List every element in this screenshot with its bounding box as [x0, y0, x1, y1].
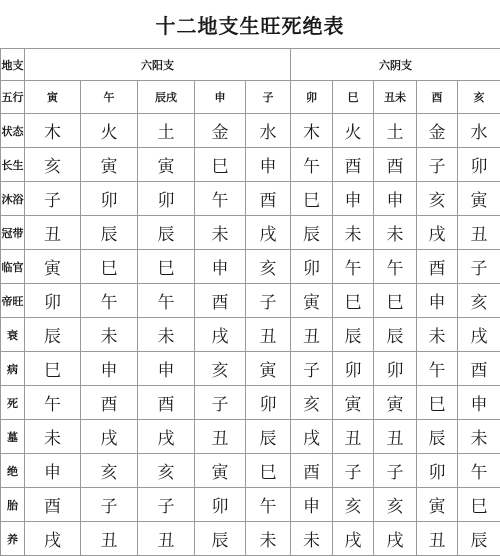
table-cell: 子: [333, 454, 374, 488]
table-cell: 申: [81, 352, 138, 386]
table-cell: 亥: [291, 386, 333, 420]
corner-label-bottom: 五行: [1, 81, 25, 114]
table-cell: 酉: [25, 488, 81, 522]
table-cell: 金: [195, 114, 246, 148]
table-cell: 未: [246, 522, 291, 556]
table-cell: 巳: [138, 250, 195, 284]
table-cell: 酉: [291, 454, 333, 488]
table-cell: 丑: [246, 318, 291, 352]
row-label: 长生: [1, 148, 25, 182]
table-cell: 辰: [291, 216, 333, 250]
row-label: 状态: [1, 114, 25, 148]
table-row: [1, 420, 500, 454]
table-cell: 巳: [25, 352, 81, 386]
table-cell: 午: [81, 284, 138, 318]
table-cell: 丑: [417, 522, 458, 556]
table-cell: 巳: [195, 148, 246, 182]
branch-header: 亥: [458, 81, 500, 114]
table-cell: 戌: [25, 522, 81, 556]
table-cell: 亥: [81, 454, 138, 488]
table-cell: 火: [333, 114, 374, 148]
branch-header: 酉: [417, 81, 458, 114]
table-cell: 卯: [374, 352, 417, 386]
table-cell: 卯: [138, 182, 195, 216]
table-cell: 子: [291, 352, 333, 386]
table-cell: 未: [333, 216, 374, 250]
table-cell: 未: [25, 420, 81, 454]
table-cell: 未: [195, 216, 246, 250]
table-cell: 子: [417, 148, 458, 182]
table-cell: 戌: [138, 420, 195, 454]
table-cell: 卯: [25, 284, 81, 318]
table-cell: 巳: [374, 284, 417, 318]
corner-label-top: 地支: [1, 49, 25, 81]
table-cell: 亥: [25, 148, 81, 182]
group-header-row: [1, 49, 500, 81]
table-cell: 未: [374, 216, 417, 250]
table-cell: 亥: [138, 454, 195, 488]
table-row: [1, 114, 500, 148]
twelve-branches-table: [0, 48, 500, 556]
table-cell: 寅: [25, 250, 81, 284]
table-cell: 土: [138, 114, 195, 148]
table-cell: 丑: [374, 420, 417, 454]
table-cell: 午: [138, 284, 195, 318]
table-cell: 水: [458, 114, 500, 148]
table-row: [1, 182, 500, 216]
table-cell: 寅: [138, 148, 195, 182]
table-cell: 酉: [458, 352, 500, 386]
table-cell: 亥: [246, 250, 291, 284]
table-cell: 辰: [458, 522, 500, 556]
table-cell: 午: [374, 250, 417, 284]
table-cell: 卯: [458, 148, 500, 182]
table-cell: 寅: [458, 182, 500, 216]
table-cell: 亥: [195, 352, 246, 386]
table-cell: 亥: [417, 182, 458, 216]
table-cell: 申: [195, 250, 246, 284]
table-cell: 寅: [417, 488, 458, 522]
table-cell: 戌: [195, 318, 246, 352]
table-cell: 辰: [81, 216, 138, 250]
table-cell: 未: [138, 318, 195, 352]
row-label: 帝旺: [1, 284, 25, 318]
table-cell: 午: [417, 352, 458, 386]
yang-group-header: 六阳支: [25, 49, 291, 81]
table-cell: 戌: [458, 318, 500, 352]
table-cell: 辰: [195, 522, 246, 556]
table-row: [1, 216, 500, 250]
table-cell: 申: [138, 352, 195, 386]
table-cell: 午: [195, 182, 246, 216]
table-cell: 巳: [333, 284, 374, 318]
table-cell: 卯: [246, 386, 291, 420]
table-cell: 戌: [291, 420, 333, 454]
table-cell: 卯: [417, 454, 458, 488]
table-cell: 丑: [138, 522, 195, 556]
table-cell: 子: [195, 386, 246, 420]
table-cell: 巳: [417, 386, 458, 420]
table-cell: 酉: [195, 284, 246, 318]
table-cell: 未: [291, 522, 333, 556]
table-cell: 卯: [291, 250, 333, 284]
table-cell: 寅: [246, 352, 291, 386]
table-cell: 寅: [81, 148, 138, 182]
row-label: 临官: [1, 250, 25, 284]
table-cell: 寅: [291, 284, 333, 318]
table-cell: 子: [246, 284, 291, 318]
table-cell: 辰: [374, 318, 417, 352]
table-cell: 申: [458, 386, 500, 420]
table-cell: 巳: [246, 454, 291, 488]
row-label: 绝: [1, 454, 25, 488]
table-cell: 酉: [333, 148, 374, 182]
table-cell: 辰: [417, 420, 458, 454]
table-cell: 午: [458, 454, 500, 488]
table-cell: 子: [138, 488, 195, 522]
table-cell: 寅: [374, 386, 417, 420]
row-label: 冠带: [1, 216, 25, 250]
table-row: [1, 318, 500, 352]
table-cell: 辰: [25, 318, 81, 352]
table-cell: 丑: [291, 318, 333, 352]
table-cell: 子: [81, 488, 138, 522]
row-label: 墓: [1, 420, 25, 454]
row-label: 病: [1, 352, 25, 386]
table-cell: 子: [374, 454, 417, 488]
row-label: 死: [1, 386, 25, 420]
table-cell: 未: [81, 318, 138, 352]
row-label: 沐浴: [1, 182, 25, 216]
table-cell: 寅: [195, 454, 246, 488]
branch-header: 巳: [333, 81, 374, 114]
table-cell: 丑: [458, 216, 500, 250]
table-cell: 卯: [333, 352, 374, 386]
table-cell: 寅: [333, 386, 374, 420]
table-row: [1, 522, 500, 556]
branch-header: 寅: [25, 81, 81, 114]
table-row: [1, 284, 500, 318]
table-cell: 辰: [333, 318, 374, 352]
branch-header: 丑未: [374, 81, 417, 114]
row-label: 养: [1, 522, 25, 556]
table-title: 十二地支生旺死绝表: [0, 0, 500, 48]
table-cell: 丑: [81, 522, 138, 556]
table-cell: 辰: [138, 216, 195, 250]
table-cell: 午: [333, 250, 374, 284]
table-cell: 戌: [81, 420, 138, 454]
table-cell: 金: [417, 114, 458, 148]
table-cell: 未: [458, 420, 500, 454]
table-cell: 申: [333, 182, 374, 216]
table-cell: 土: [374, 114, 417, 148]
table-row: [1, 250, 500, 284]
table-cell: 戌: [417, 216, 458, 250]
branch-header-row: [1, 81, 500, 114]
table-cell: 卯: [81, 182, 138, 216]
yin-group-header: 六阴支: [291, 49, 500, 81]
table-cell: 木: [291, 114, 333, 148]
table-cell: 午: [291, 148, 333, 182]
table-cell: 木: [25, 114, 81, 148]
table-cell: 辰: [246, 420, 291, 454]
table-cell: 子: [25, 182, 81, 216]
table-cell: 丑: [195, 420, 246, 454]
branch-header: 午: [81, 81, 138, 114]
table-cell: 酉: [81, 386, 138, 420]
branch-header: 子: [246, 81, 291, 114]
table-row: [1, 386, 500, 420]
table-cell: 子: [458, 250, 500, 284]
table-cell: 亥: [333, 488, 374, 522]
table-cell: 丑: [333, 420, 374, 454]
table-cell: 戌: [333, 522, 374, 556]
table-row: [1, 352, 500, 386]
table-cell: 巳: [458, 488, 500, 522]
table-cell: 午: [25, 386, 81, 420]
row-label: 衰: [1, 318, 25, 352]
row-label: 胎: [1, 488, 25, 522]
table-cell: 火: [81, 114, 138, 148]
table-row: [1, 488, 500, 522]
table-cell: 申: [374, 182, 417, 216]
table-cell: 申: [291, 488, 333, 522]
table-cell: 卯: [195, 488, 246, 522]
table-cell: 巳: [81, 250, 138, 284]
table-cell: 酉: [417, 250, 458, 284]
table-cell: 酉: [138, 386, 195, 420]
table-cell: 戌: [374, 522, 417, 556]
table-cell: 水: [246, 114, 291, 148]
table-cell: 申: [246, 148, 291, 182]
table-cell: 午: [246, 488, 291, 522]
table-cell: 申: [25, 454, 81, 488]
table-cell: 酉: [246, 182, 291, 216]
branch-header: 卯: [291, 81, 333, 114]
table-cell: 未: [417, 318, 458, 352]
table-row: [1, 454, 500, 488]
branch-header: 辰戌: [138, 81, 195, 114]
table-cell: 戌: [246, 216, 291, 250]
table-cell: 丑: [25, 216, 81, 250]
table-cell: 亥: [458, 284, 500, 318]
table-cell: 酉: [374, 148, 417, 182]
table-row: [1, 148, 500, 182]
table-cell: 巳: [291, 182, 333, 216]
table-cell: 申: [417, 284, 458, 318]
branch-header: 申: [195, 81, 246, 114]
table-cell: 亥: [374, 488, 417, 522]
